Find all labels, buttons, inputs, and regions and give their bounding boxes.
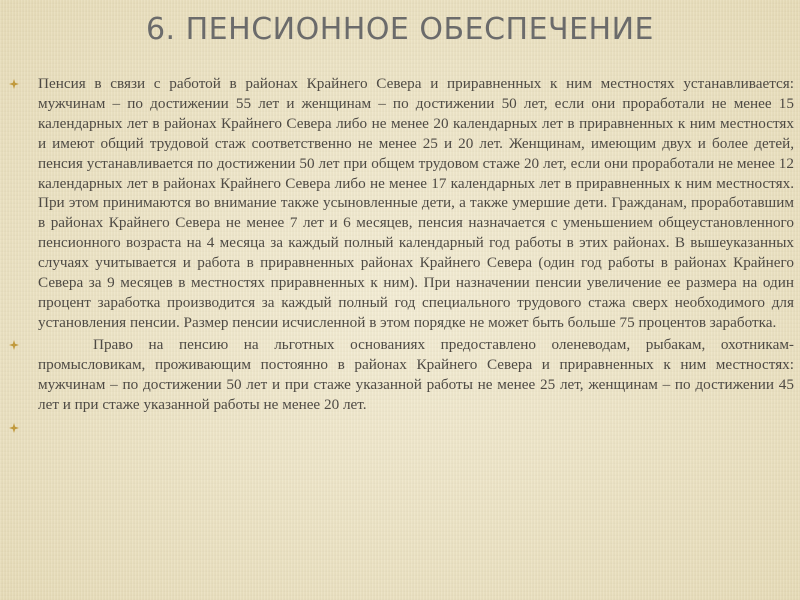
paragraph-text: Право на пенсию на льготных основаниях предоставлено оленеводам, рыбакам, охотникам-промысловикам, проживающим постоянно в районах Крайнего Севера и приравненных к ним местностях: мужчинам – по достижении 50 лет и при стаже указанной работы не менее 25 лет, женщинам – по достижении 45 лет и при стаже указанной работы не менее 20 лет. <box>38 335 794 413</box>
slide-title: 6. ПЕНСИОННОЕ ОБЕСПЕЧЕНИЕ <box>145 12 655 47</box>
fleuron-bullet-icon <box>9 340 23 352</box>
paragraph-1 <box>0 74 800 333</box>
paragraph-2 <box>0 335 800 415</box>
fleuron-bullet-icon <box>9 79 23 91</box>
paragraph-text: Пенсия в связи с работой в районах Крайнего Севера и приравненных к ним местностях устанавливается: мужчинам – по достижении 55 лет и женщинам – по достижении 50 лет, если они проработали не менее 15 календарных лет в районах Крайнего Севера либо не менее 20 календарных лет в приравненных к ним местностях и имеют общий трудовой стаж соответственно не менее 25 и 20 лет. Женщинам, имеющим двух и более детей, пенсия устанавливается по достижении 50 лет при общем трудовом стаже 20 лет, если они проработали не менее 12 календарных лет в районах Крайнего Севера либо не менее 17 календарных лет в приравненных к ним местностях. При этом принимаются во внимание также усыновленные дети, а также умершие дети. Гражданам, проработавшим в районах Крайнего Севера не менее 7 лет и 6 месяцев, пенсия назначается с уменьшением общеустановленного пенсионного возраста на 4 месяца за каждый полный календарный год работы в этих районах. В вышеуказанных случаях учитывается и работа в приравненных районах Крайнего Севера (один год работы в районах Крайнего Севера за 9 месяцев в местностях приравненных к ним). При назначении пенсии увеличение ее размера на один процент заработка производится за каждый полный год специального трудового стажа сверх необходимого для установления пенсии. Размер пенсии исчисленной в этом порядке не может быть больше 75 процентов заработка. <box>38 75 794 331</box>
slide-content <box>0 74 800 440</box>
fleuron-bullet-icon <box>9 423 23 435</box>
empty-bullet-line <box>0 418 800 438</box>
